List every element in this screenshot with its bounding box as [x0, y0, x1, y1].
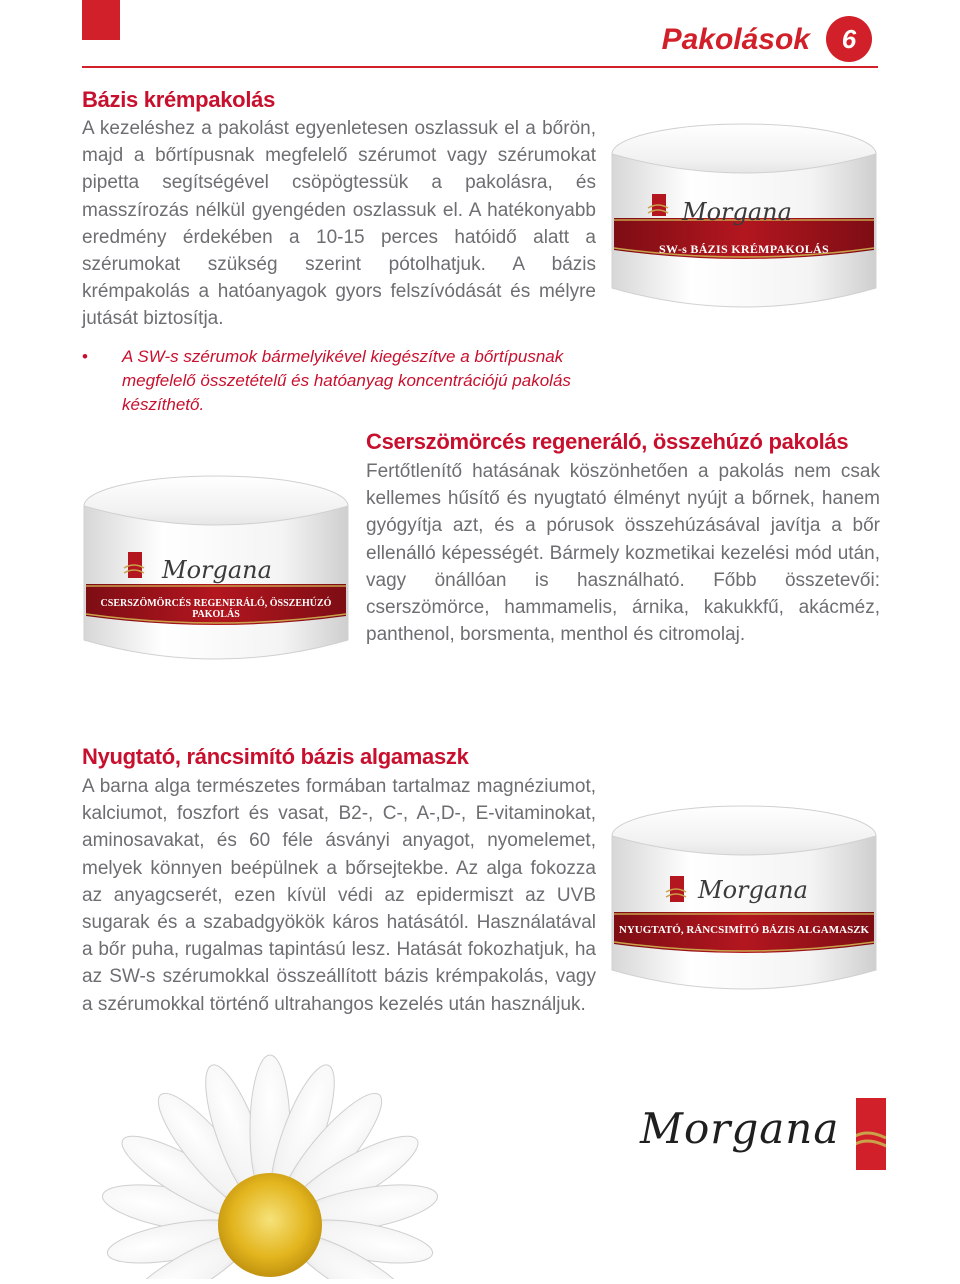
bullet-dot: •	[82, 347, 88, 366]
page-number-badge	[826, 16, 872, 62]
jar-label: NYUGTATÓ, RÁNCSIMÍTÓ BÁZIS ALGAMASZK	[618, 924, 870, 936]
brand-logo-text: Morgana	[640, 1104, 840, 1153]
jar-brand: Morgana	[162, 556, 272, 584]
section-body-sumac-pack: Fertőtlenítő hatásának köszönhetően a pakolás nem csak kellemes hűsítő és nyugtató élményt nyújt a bőrnek, hanem gyógyítja azt, és a pórusok összehúzásával javítja a bőr ellenálló képességét. Bármely kozmetikai kezelési mód után, vagy önállóan is használható. Főbb összetevői: cserszömörce, hammamelis, árnika, kakukkfű, akácméz, panthenol, borsmenta, menthol és citromolaj.	[366, 461, 880, 646]
section-title-basis-cream-pack: Bázis krémpakolás	[82, 87, 276, 112]
bullet-note-text: A SW-s szérumok bármelyikével kiegészítve a bőrtípusnak megfelelő összetételű és hatóanyag koncentrációjú pakolás készíthető.	[122, 347, 571, 414]
brand-logo	[640, 1096, 890, 1176]
section-body-algae-mask: A barna alga természetes formában tartalmaz magnéziumot, kalciumot, foszfort és vasat, B2-, C-, A-,D-, E-vitaminokat, aminosavakat, és 60 féle ásványi anyagot, nyomelemet, melyek könnyen beépülnek a bőrsejtekbe. Az alga fokozza az anyagcserét, ezen kívül védi az epidermiszt az UVB sugarak és a szabadgyökök káros hatásától. Használatával a bőr puha, rugalmas tapintású lesz. Hatását fokozhatjuk, ha az SW-s szérumokkal összeállított bázis krémpakolás, vagy a szérumokkal történő ultrahangos kezelés után használjuk.	[82, 776, 596, 1015]
product-jar-sw-basis-cream	[608, 118, 880, 316]
daisy-flower-image	[0, 1050, 580, 1279]
bullet-note	[82, 345, 602, 417]
jar-label: SW-s BÁZIS KRÉMPAKOLÁS	[659, 242, 829, 256]
section-title-algae-mask: Nyugtató, ráncsimító bázis algamaszk	[82, 744, 469, 769]
product-jar-sumac-regenerating	[80, 470, 352, 668]
section-title-sumac-pack: Cserszömörcés regeneráló, összehúzó pakolás	[366, 429, 849, 454]
header-rule	[82, 66, 878, 68]
jar-brand: Morgana	[698, 876, 808, 904]
section-body-basis-cream-pack: A kezeléshez a pakolást egyenletesen oszlassuk el a bőrön, majd a bőrtípusnak megfelelő szérumot vagy szérumokat pipetta segítségével csöpögtessük a pakolásra, és masszírozás nélkül gyengéden oszlassuk el. A hatékonyabb eredmény érdekében a 10-15 perces hatóidő alatt a szérumokat szükség szerint pótolhatjuk. A bázis krémpakolás a hatóanyagok gyors felszívódását és mélyre jutását biztosítja.	[82, 118, 596, 330]
corner-red-block	[82, 0, 120, 40]
page-header-title: Pakolások	[661, 23, 810, 56]
product-jar-algae-mask	[608, 800, 880, 998]
brand-logo-mark	[856, 1098, 886, 1170]
jar-label: CSERSZÖMÖRCÉS REGENERÁLÓ, ÖSSZEHÚZÓ PAKOLÁS	[100, 598, 332, 620]
page-number: 6	[841, 23, 857, 54]
jar-brand: Morgana	[682, 198, 792, 226]
